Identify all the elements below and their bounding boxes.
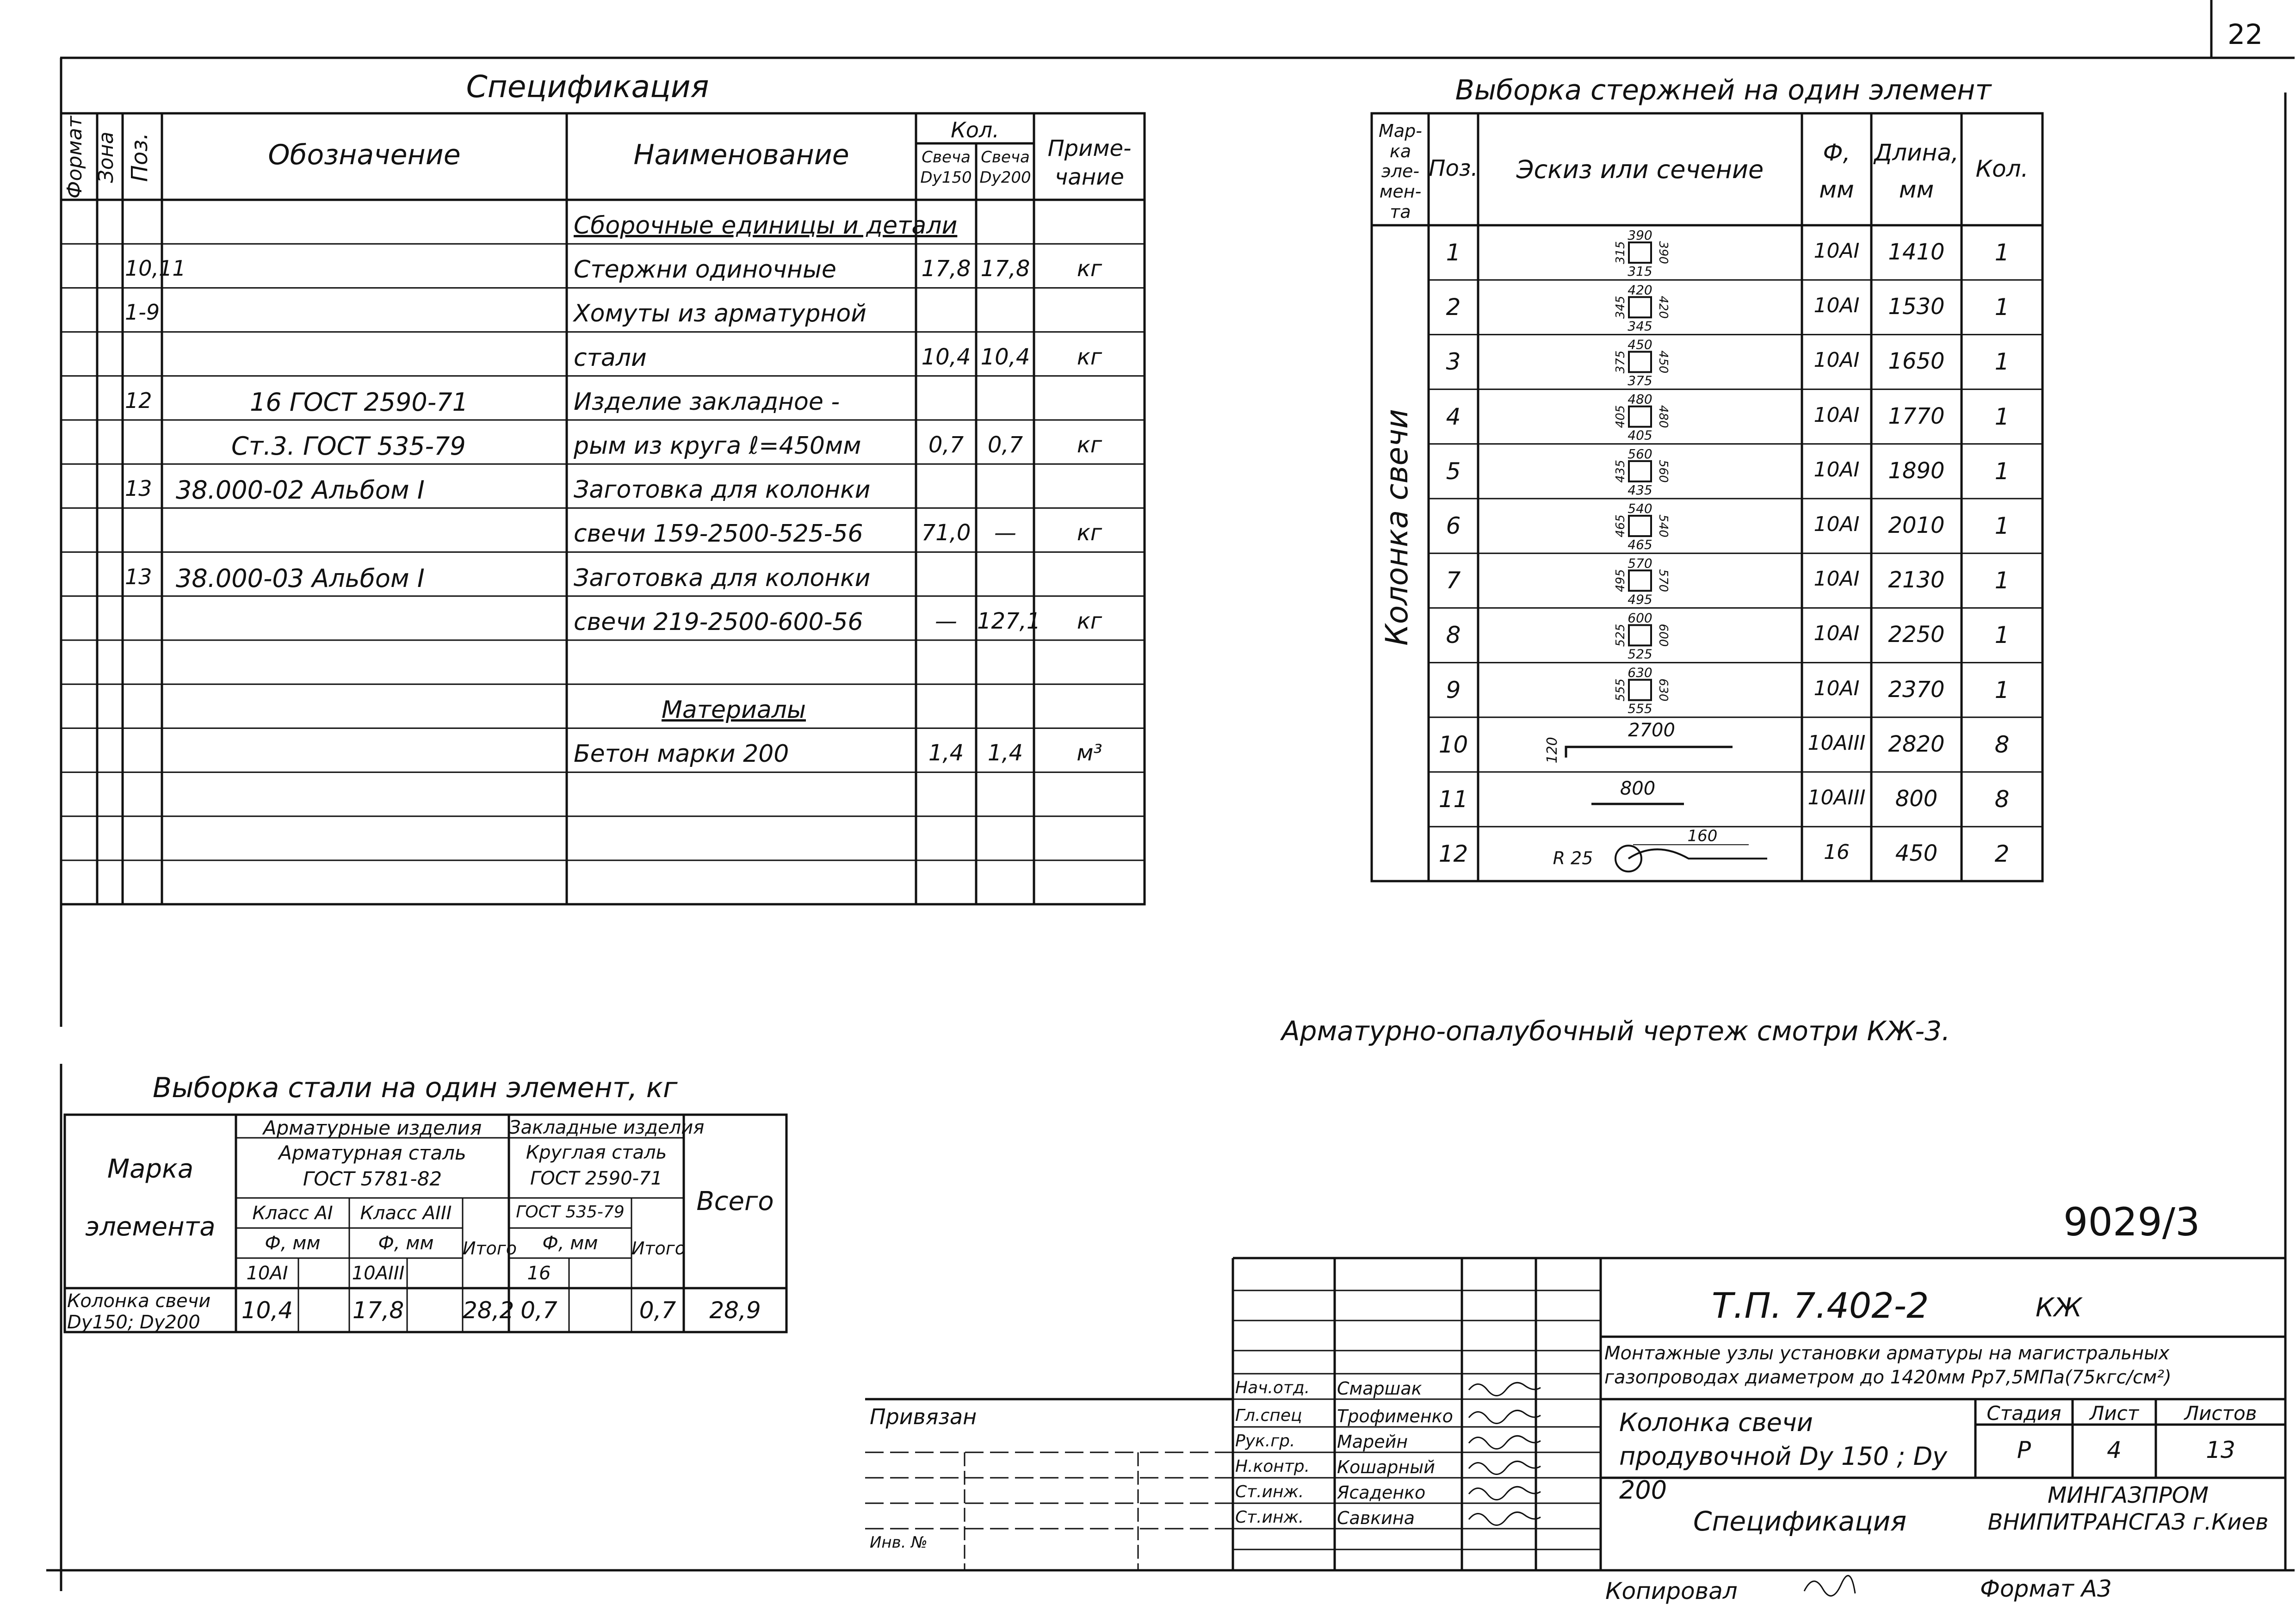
spec-cell-q2: 127,1 [977,608,1041,634]
steel-a1-class: 10AI [246,1263,288,1284]
bars-title: Выборка стержней на один элемент [1455,74,1992,106]
spec-cell-name: Заготовка для колонки [574,476,871,504]
steel-total-header: Всего [696,1186,774,1216]
spec-header-note: Приме-чание [1047,136,1132,191]
stirrup-dim-top: 560 [1628,446,1652,462]
spec-cell-q1: 71,0 [921,520,971,546]
spec-cell-q1: 0,7 [928,432,964,458]
bars-cell-len: 1770 [1888,403,1945,429]
spec-cell-name: Сборочные единицы и детали [574,212,958,240]
bars-cell-len: 2130 [1888,567,1945,593]
steel-element: элемента [85,1212,216,1242]
spec-header-zone: Зона [94,131,118,183]
spec-cell-designation: 16 ГОСТ 2590-71 [250,387,468,417]
steel-class-a1: Класс AI [252,1203,333,1224]
spec-header-qty: Кол. [951,117,999,142]
steel-emb-dia: 16 [527,1263,551,1284]
sheets-value: 13 [2206,1437,2235,1463]
spec-cell-name: Стержни одиночные [574,256,836,284]
steel-a1-value: 10,4 [241,1297,293,1324]
spec-cell-name: Материалы [662,696,806,724]
stirrup-dim-left: 435 [1614,460,1628,483]
spec-cell-designation: Ст.3. ГОСТ 535-79 [231,432,466,461]
stirrup-dim-right: 420 [1656,296,1670,319]
stage-value: Р [2017,1437,2031,1463]
bars-cell-qty: 1 [1994,512,2010,539]
steel-mark: Марка [107,1154,194,1184]
spec-header-name: Наименование [633,139,849,171]
bars-cell-dia: 10AI [1813,294,1860,318]
stirrup-dim-top: 480 [1628,391,1652,407]
bars-cell-pos: 6 [1446,512,1461,539]
project-name: Монтажные узлы установки арматуры на магистральных газопроводах диаметром до 1420мм Рр7,5МПа(75кгс/см²) [1604,1343,2172,1388]
bars-cell-dia: 16 [1824,840,1850,864]
bars-cell-qty: 1 [1994,622,2010,649]
stirrup-dim-left: 495 [1614,569,1628,592]
eye-dim-length: 160 [1687,827,1718,846]
stirrup-dim-right: 630 [1656,678,1670,702]
bars-cell-dia: 10AI [1813,512,1860,536]
bars-header-sketch: Эскиз или сечение [1516,155,1764,184]
bars-cell-dia: 10AI [1813,622,1860,646]
bars-cell-dia: 10AI [1813,676,1860,700]
bars-cell-pos: 3 [1446,348,1461,376]
bars-cell-qty: 1 [1994,403,2010,430]
spec-cell-pos: 13 [125,564,152,589]
bars-cell-pos: 8 [1446,622,1461,649]
stirrup-dim-left: 345 [1614,296,1628,319]
spec-header-qty-dy150: Свеча Dу150 [920,148,972,187]
spec-cell-pos: 10,11 [125,256,186,281]
stirrup-dim-bottom: 345 [1628,318,1652,334]
stirrup-dim-left: 375 [1614,350,1628,374]
stirrup-dim-bottom: 405 [1628,427,1652,443]
steel-a3-value: 17,8 [352,1297,404,1324]
approval-name: Смаршак [1337,1378,1422,1399]
spec-cell-note: кг [1077,256,1102,282]
spec-cell-pos: 12 [125,388,152,413]
copied-label: Копировал [1605,1578,1738,1605]
linked-label: Привязан [870,1404,977,1429]
bars-cell-dia: 10AI [1813,348,1860,372]
bars-cell-dia: 10AIII [1807,731,1866,755]
bars-cell-len: 450 [1895,840,1938,867]
approval-name: Марейн [1337,1432,1408,1452]
stirrup-dim-right: 390 [1656,241,1670,264]
bars-cell-dia: 10AIII [1807,786,1866,809]
approval-name: Кошарный [1337,1457,1435,1477]
spec-cell-q2: 1,4 [987,740,1023,766]
spec-cell-note: м³ [1077,740,1102,766]
note-reference: Арматурно-опалубочный чертеж смотри КЖ-3. [1281,1015,1950,1047]
bars-cell-qty: 1 [1994,348,2010,376]
spec-cell-q1: 17,8 [921,256,971,282]
spec-header-pos: Поз. [127,132,153,182]
sheets-header: Листов [2184,1402,2257,1425]
stirrup-dim-top: 420 [1628,282,1652,298]
stirrup-dim-right: 540 [1656,514,1670,537]
approval-role: Рук.гр. [1235,1432,1295,1450]
steel-title: Выборка стали на один элемент, кг [153,1072,678,1104]
steel-row-label: Колонка свечи Dу150; Dу200 [67,1290,211,1333]
bars-header-qty: Кол. [1975,155,2029,182]
bars-header-len: Длина, мм [1874,139,1959,203]
bars-cell-dia: 10AI [1813,403,1860,427]
bars-cell-pos: 11 [1438,786,1468,813]
bars-cell-len: 2010 [1888,512,1945,538]
approval-name: Трофименко [1337,1406,1453,1426]
spec-cell-name: Изделие закладное - [574,388,840,416]
bars-cell-len: 2370 [1888,676,1945,703]
spec-cell-q2: 17,8 [980,256,1030,282]
stirrup-dim-left: 555 [1614,678,1628,702]
bars-cell-pos: 10 [1438,731,1468,758]
steel-itogo-emb: Итого [631,1238,686,1259]
bars-cell-pos: 9 [1446,676,1461,704]
steel-dia-a3: Ф, мм [378,1233,434,1254]
steel-arm-sum: 28,2 [463,1297,514,1324]
organization: МИНГАЗПРОМ ВНИПИТРАНСГАЗ г.Киев [1987,1482,2269,1535]
bars-cell-dia: 10AI [1813,239,1860,263]
stirrup-dim-bottom: 375 [1628,373,1652,389]
approval-role: Ст.инж. [1235,1508,1304,1527]
bars-cell-len: 1530 [1888,294,1945,320]
bars-cell-pos: 5 [1446,457,1461,485]
bars-cell-len: 1650 [1888,348,1945,375]
bars-cell-qty: 2 [1994,840,2010,868]
steel-gost-cm: ГОСТ 535-79 [516,1203,625,1222]
bars-cell-dia: 10AI [1813,457,1860,481]
spec-cell-note: кг [1077,432,1102,458]
stirrup-dim-bottom: 465 [1628,537,1652,553]
format-label: Формат А3 [1980,1575,2112,1602]
spec-cell-note: кг [1077,344,1102,370]
stirrup-dim-right: 450 [1656,350,1670,374]
sheet-value: 4 [2107,1437,2122,1463]
spec-cell-note: кг [1077,608,1102,634]
bar-11-dim-length: 800 [1620,778,1656,800]
steel-itogo-arm: Итого [463,1238,517,1259]
stirrup-dim-right: 480 [1656,405,1670,428]
stirrup-dim-right: 560 [1656,460,1670,483]
project-code: Т.П. 7.402-2 [1712,1285,1929,1326]
stirrup-dim-top: 570 [1628,555,1652,571]
bars-cell-len: 2820 [1888,731,1945,757]
stirrup-dim-right: 600 [1656,623,1670,647]
spec-cell-q2: 0,7 [987,432,1023,458]
bars-element-name: Колонка свечи [1379,409,1415,646]
bar-10-dim-length: 2700 [1628,719,1675,741]
spec-cell-pos: 13 [125,476,152,501]
spec-cell-name: стали [574,344,647,372]
steel-total-value: 28,9 [709,1297,761,1324]
stirrup-dim-bottom: 315 [1628,264,1652,279]
stirrup-dim-left: 525 [1614,623,1628,647]
bars-cell-qty: 1 [1994,457,2010,485]
bars-header-pos: Поз. [1429,155,1478,181]
spec-cell-pos: 1-9 [125,300,160,325]
spec-cell-name: рым из круга ℓ=450мм [574,432,861,460]
stirrup-dim-top: 630 [1628,665,1652,680]
bar-10-dim-hook: 120 [1544,737,1560,764]
stirrup-dim-bottom: 555 [1628,701,1652,716]
spec-header-format: Формат [63,116,87,199]
bars-header-mark: Мар-ка эле-мен-та [1379,121,1422,222]
approval-name: Ясаденко [1337,1482,1426,1503]
steel-a3-class: 10AIII [352,1263,405,1284]
spec-cell-designation: 38.000-02 Альбом I [176,475,425,505]
steel-gost-arm: ГОСТ 5781-82 [303,1167,442,1190]
bars-cell-qty: 1 [1994,676,2010,704]
approval-role: Ст.инж. [1235,1482,1304,1501]
stirrup-dim-left: 315 [1614,241,1628,264]
approval-role: Нач.отд. [1235,1378,1310,1397]
bars-cell-qty: 1 [1994,239,2010,266]
stirrup-dim-right: 570 [1656,569,1670,592]
bars-cell-pos: 2 [1446,294,1461,321]
spec-header-qty-dy200: Свеча Dу200 [979,148,1031,187]
steel-emb-sum: 0,7 [639,1297,676,1324]
approval-name: Савкина [1337,1508,1415,1528]
inventory-label: Инв. № [870,1533,928,1552]
doc-mark: КЖ [2036,1293,2082,1323]
stirrup-dim-left: 465 [1614,514,1628,537]
spec-header-designation: Обозначение [268,139,461,171]
spec-cell-designation: 38.000-03 Альбом I [176,563,425,593]
stage-header: Стадия [1987,1402,2061,1425]
bars-cell-qty: 8 [1994,731,2010,758]
sheet-number: 22 [2228,19,2263,51]
eye-radius: R 25 [1553,848,1593,869]
bars-cell-qty: 1 [1994,294,2010,321]
bars-cell-pos: 4 [1446,403,1461,430]
approval-role: Н.контр. [1235,1457,1310,1476]
spec-cell-q1: — [935,608,957,634]
steel-dia-a1: Ф, мм [265,1233,321,1254]
steel-class-a3: Класс AIII [360,1203,452,1224]
stirrup-dim-bottom: 495 [1628,592,1652,607]
stirrup-dim-left: 405 [1614,405,1628,428]
steel-emb-products: Закладные изделия [509,1117,705,1138]
spec-cell-q2: — [994,520,1016,546]
spec-cell-q1: 1,4 [928,740,964,766]
sheet-header: Лист [2089,1402,2139,1425]
bars-cell-len: 800 [1895,786,1938,812]
steel-dia-emb: Ф, мм [542,1233,598,1254]
stirrup-dim-top: 450 [1628,337,1652,352]
bars-cell-qty: 8 [1994,786,2010,813]
stirrup-dim-bottom: 525 [1628,646,1652,662]
bars-cell-pos: 1 [1446,239,1461,266]
bars-cell-pos: 12 [1438,840,1468,868]
spec-cell-name: Заготовка для колонки [574,564,871,592]
bars-cell-pos: 7 [1446,567,1461,594]
spec-cell-name: свечи 159-2500-525-56 [574,520,863,548]
approval-role: Гл.спец [1235,1406,1302,1425]
spec-cell-name: Бетон марки 200 [574,740,789,768]
spec-cell-note: кг [1077,520,1102,546]
doc-title: Спецификация [1693,1506,1907,1537]
steel-round: Круглая сталь [526,1142,667,1163]
sheet-code: 9029/3 [2063,1199,2200,1245]
spec-cell-name: свечи 219-2500-600-56 [574,608,863,636]
bars-cell-len: 1890 [1888,457,1945,484]
spec-title: Спецификация [466,69,709,105]
stirrup-dim-top: 600 [1628,610,1652,626]
spec-cell-q1: 10,4 [921,344,971,370]
bars-header-dia: Ф, мм [1819,139,1854,203]
drawing-title: Колонка свечи продувочной Dу 150 ; Dу 200 [1619,1408,1948,1505]
stirrup-dim-top: 390 [1628,228,1652,243]
bars-cell-dia: 10AI [1813,567,1860,591]
bars-cell-len: 1410 [1888,239,1945,265]
bars-cell-qty: 1 [1994,567,2010,594]
spec-cell-name: Хомуты из арматурной [574,300,866,328]
stirrup-dim-top: 540 [1628,501,1652,517]
stirrup-dim-bottom: 435 [1628,482,1652,498]
bars-cell-len: 2250 [1888,622,1945,648]
steel-arm-products: Арматурные изделия [263,1117,482,1139]
steel-gost-round: ГОСТ 2590-71 [530,1168,662,1189]
spec-cell-q2: 10,4 [980,344,1030,370]
steel-arm-steel: Арматурная сталь [278,1142,466,1164]
steel-emb-value: 0,7 [520,1297,557,1324]
